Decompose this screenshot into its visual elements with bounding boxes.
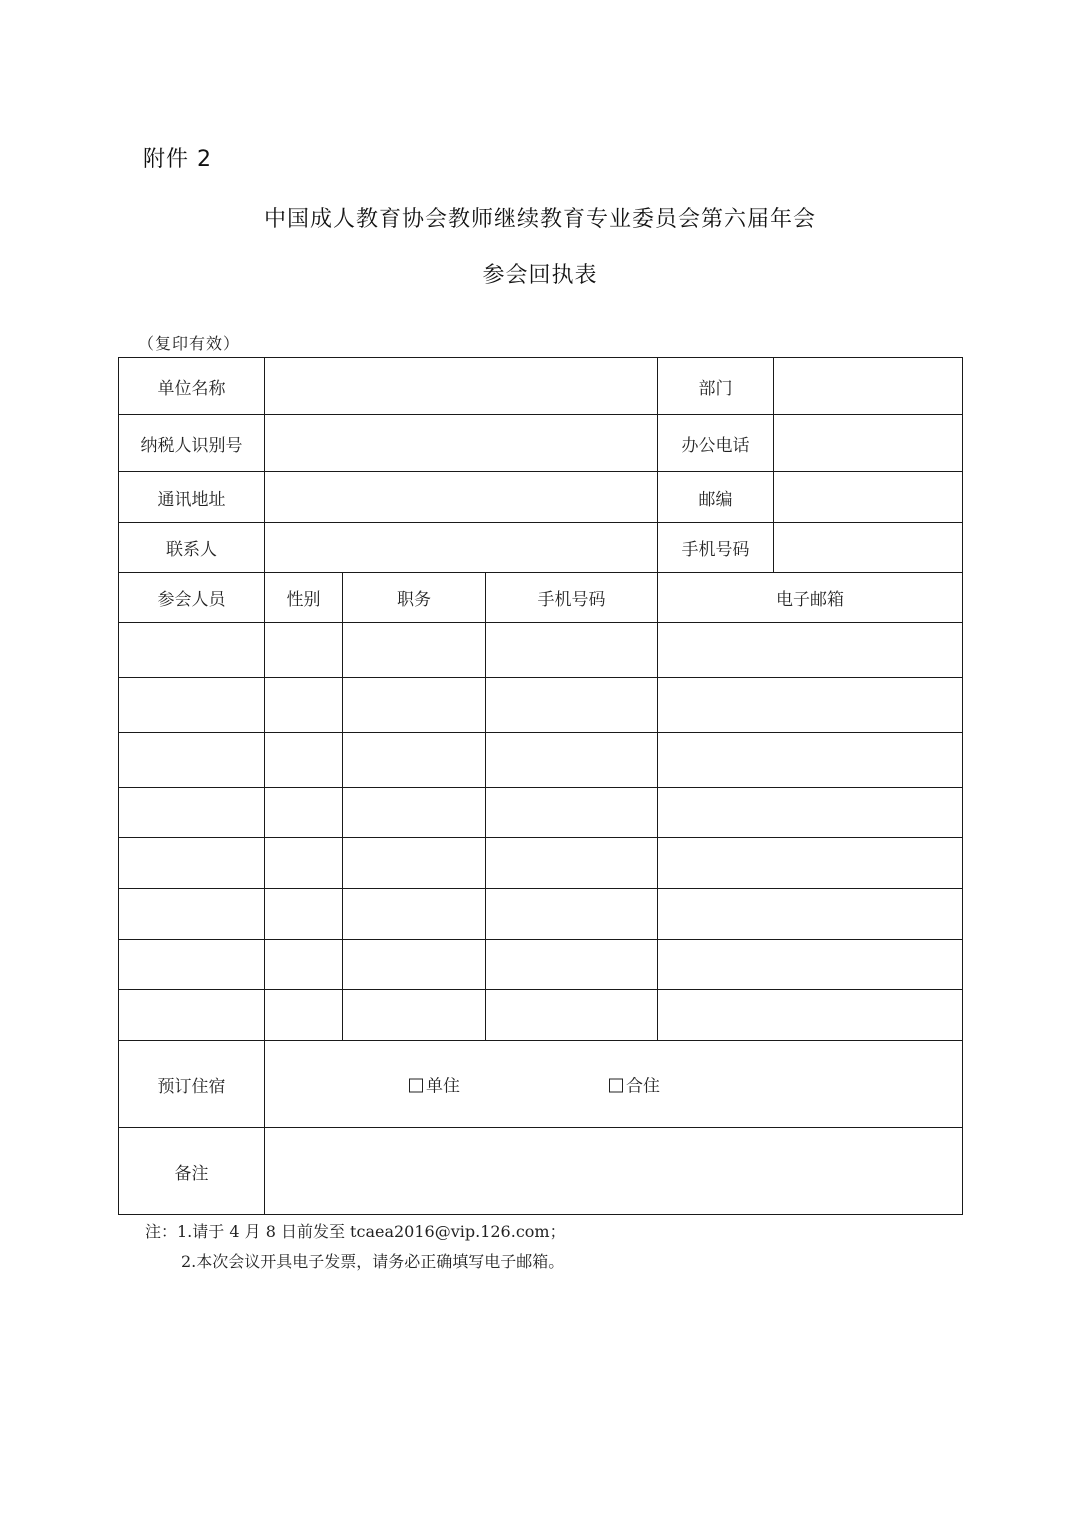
document-subtitle: 参会回执表 [482, 263, 598, 288]
note-line-1: 注：1.请于 4 月 8 日前发至 tcaea2016@vip.126.com； [145, 1222, 566, 1241]
cell-email[interactable] [658, 838, 963, 889]
cell-attendee[interactable] [119, 990, 265, 1041]
registration-form-table [118, 357, 963, 1215]
note-line-2: 2.本次会议开具电子发票，请务必正确填写电子邮箱。 [181, 1252, 565, 1271]
header-mobile: 手机号码 [486, 573, 658, 623]
cell-email[interactable] [658, 889, 963, 940]
cell-gender[interactable] [265, 889, 343, 940]
label-office-phone: 办公电话 [658, 415, 774, 472]
field-unit-name[interactable] [265, 358, 658, 415]
label-remarks: 备注 [119, 1128, 265, 1215]
field-taxpayer-id[interactable] [265, 415, 658, 472]
field-office-phone[interactable] [774, 415, 963, 472]
field-department[interactable] [774, 358, 963, 415]
checkbox-shared[interactable] [609, 1079, 623, 1093]
header-gender: 性别 [265, 573, 343, 623]
cell-attendee[interactable] [119, 733, 265, 788]
cell-mobile[interactable] [486, 678, 658, 733]
attendee-row [119, 889, 963, 940]
label-taxpayer-id: 纳税人识别号 [119, 415, 265, 472]
field-remarks[interactable] [265, 1128, 963, 1215]
cell-gender[interactable] [265, 838, 343, 889]
cell-mobile[interactable] [486, 940, 658, 990]
copy-valid-note: （复印有效） [138, 334, 241, 353]
attendee-row [119, 838, 963, 889]
field-contact[interactable] [265, 523, 658, 573]
cell-email[interactable] [658, 623, 963, 678]
cell-position[interactable] [343, 623, 486, 678]
checkbox-single[interactable] [409, 1079, 423, 1093]
cell-position[interactable] [343, 678, 486, 733]
option-shared-room[interactable] [609, 1072, 660, 1097]
cell-attendee[interactable] [119, 940, 265, 990]
cell-gender[interactable] [265, 733, 343, 788]
cell-gender[interactable] [265, 623, 343, 678]
attendee-header-row [119, 573, 963, 623]
cell-mobile[interactable] [486, 990, 658, 1041]
attendee-row [119, 788, 963, 838]
cell-position[interactable] [343, 838, 486, 889]
header-attendee: 参会人员 [119, 573, 265, 623]
label-accommodation: 预订住宿 [119, 1041, 265, 1128]
cell-email[interactable] [658, 733, 963, 788]
cell-mobile[interactable] [486, 838, 658, 889]
option-single-label: 单住 [426, 1076, 460, 1097]
cell-position[interactable] [343, 990, 486, 1041]
label-department: 部门 [658, 358, 774, 415]
row-taxpayer [119, 415, 963, 472]
label-address: 通讯地址 [119, 472, 265, 523]
header-email: 电子邮箱 [658, 573, 963, 623]
cell-attendee[interactable] [119, 838, 265, 889]
cell-mobile[interactable] [486, 889, 658, 940]
attendee-row [119, 990, 963, 1041]
cell-attendee[interactable] [119, 678, 265, 733]
attendee-row [119, 733, 963, 788]
accommodation-options [265, 1041, 963, 1128]
option-single-room[interactable] [409, 1072, 460, 1097]
cell-attendee[interactable] [119, 889, 265, 940]
cell-email[interactable] [658, 990, 963, 1041]
field-address[interactable] [265, 472, 658, 523]
cell-mobile[interactable] [486, 733, 658, 788]
cell-mobile[interactable] [486, 788, 658, 838]
notes [145, 1217, 566, 1277]
attachment-label: 附件 2 [143, 147, 212, 172]
field-postcode[interactable] [774, 472, 963, 523]
attendee-row [119, 940, 963, 990]
field-mobile[interactable] [774, 523, 963, 573]
cell-gender[interactable] [265, 940, 343, 990]
cell-position[interactable] [343, 788, 486, 838]
cell-email[interactable] [658, 940, 963, 990]
label-postcode: 邮编 [658, 472, 774, 523]
cell-position[interactable] [343, 889, 486, 940]
accommodation-row [119, 1041, 963, 1128]
row-contact [119, 523, 963, 573]
cell-attendee[interactable] [119, 623, 265, 678]
attendee-row [119, 678, 963, 733]
header-position: 职务 [343, 573, 486, 623]
document-title: 中国成人教育协会教师继续教育专业委员会第六届年会 [263, 207, 816, 232]
row-address [119, 472, 963, 523]
attendee-row [119, 623, 963, 678]
cell-gender[interactable] [265, 990, 343, 1041]
cell-gender[interactable] [265, 788, 343, 838]
cell-position[interactable] [343, 940, 486, 990]
label-unit-name: 单位名称 [119, 358, 265, 415]
cell-email[interactable] [658, 678, 963, 733]
option-shared-label: 合住 [626, 1076, 660, 1097]
cell-attendee[interactable] [119, 788, 265, 838]
cell-email[interactable] [658, 788, 963, 838]
remarks-row [119, 1128, 963, 1215]
row-unit [119, 358, 963, 415]
label-mobile: 手机号码 [658, 523, 774, 573]
label-contact: 联系人 [119, 523, 265, 573]
cell-position[interactable] [343, 733, 486, 788]
cell-gender[interactable] [265, 678, 343, 733]
cell-mobile[interactable] [486, 623, 658, 678]
